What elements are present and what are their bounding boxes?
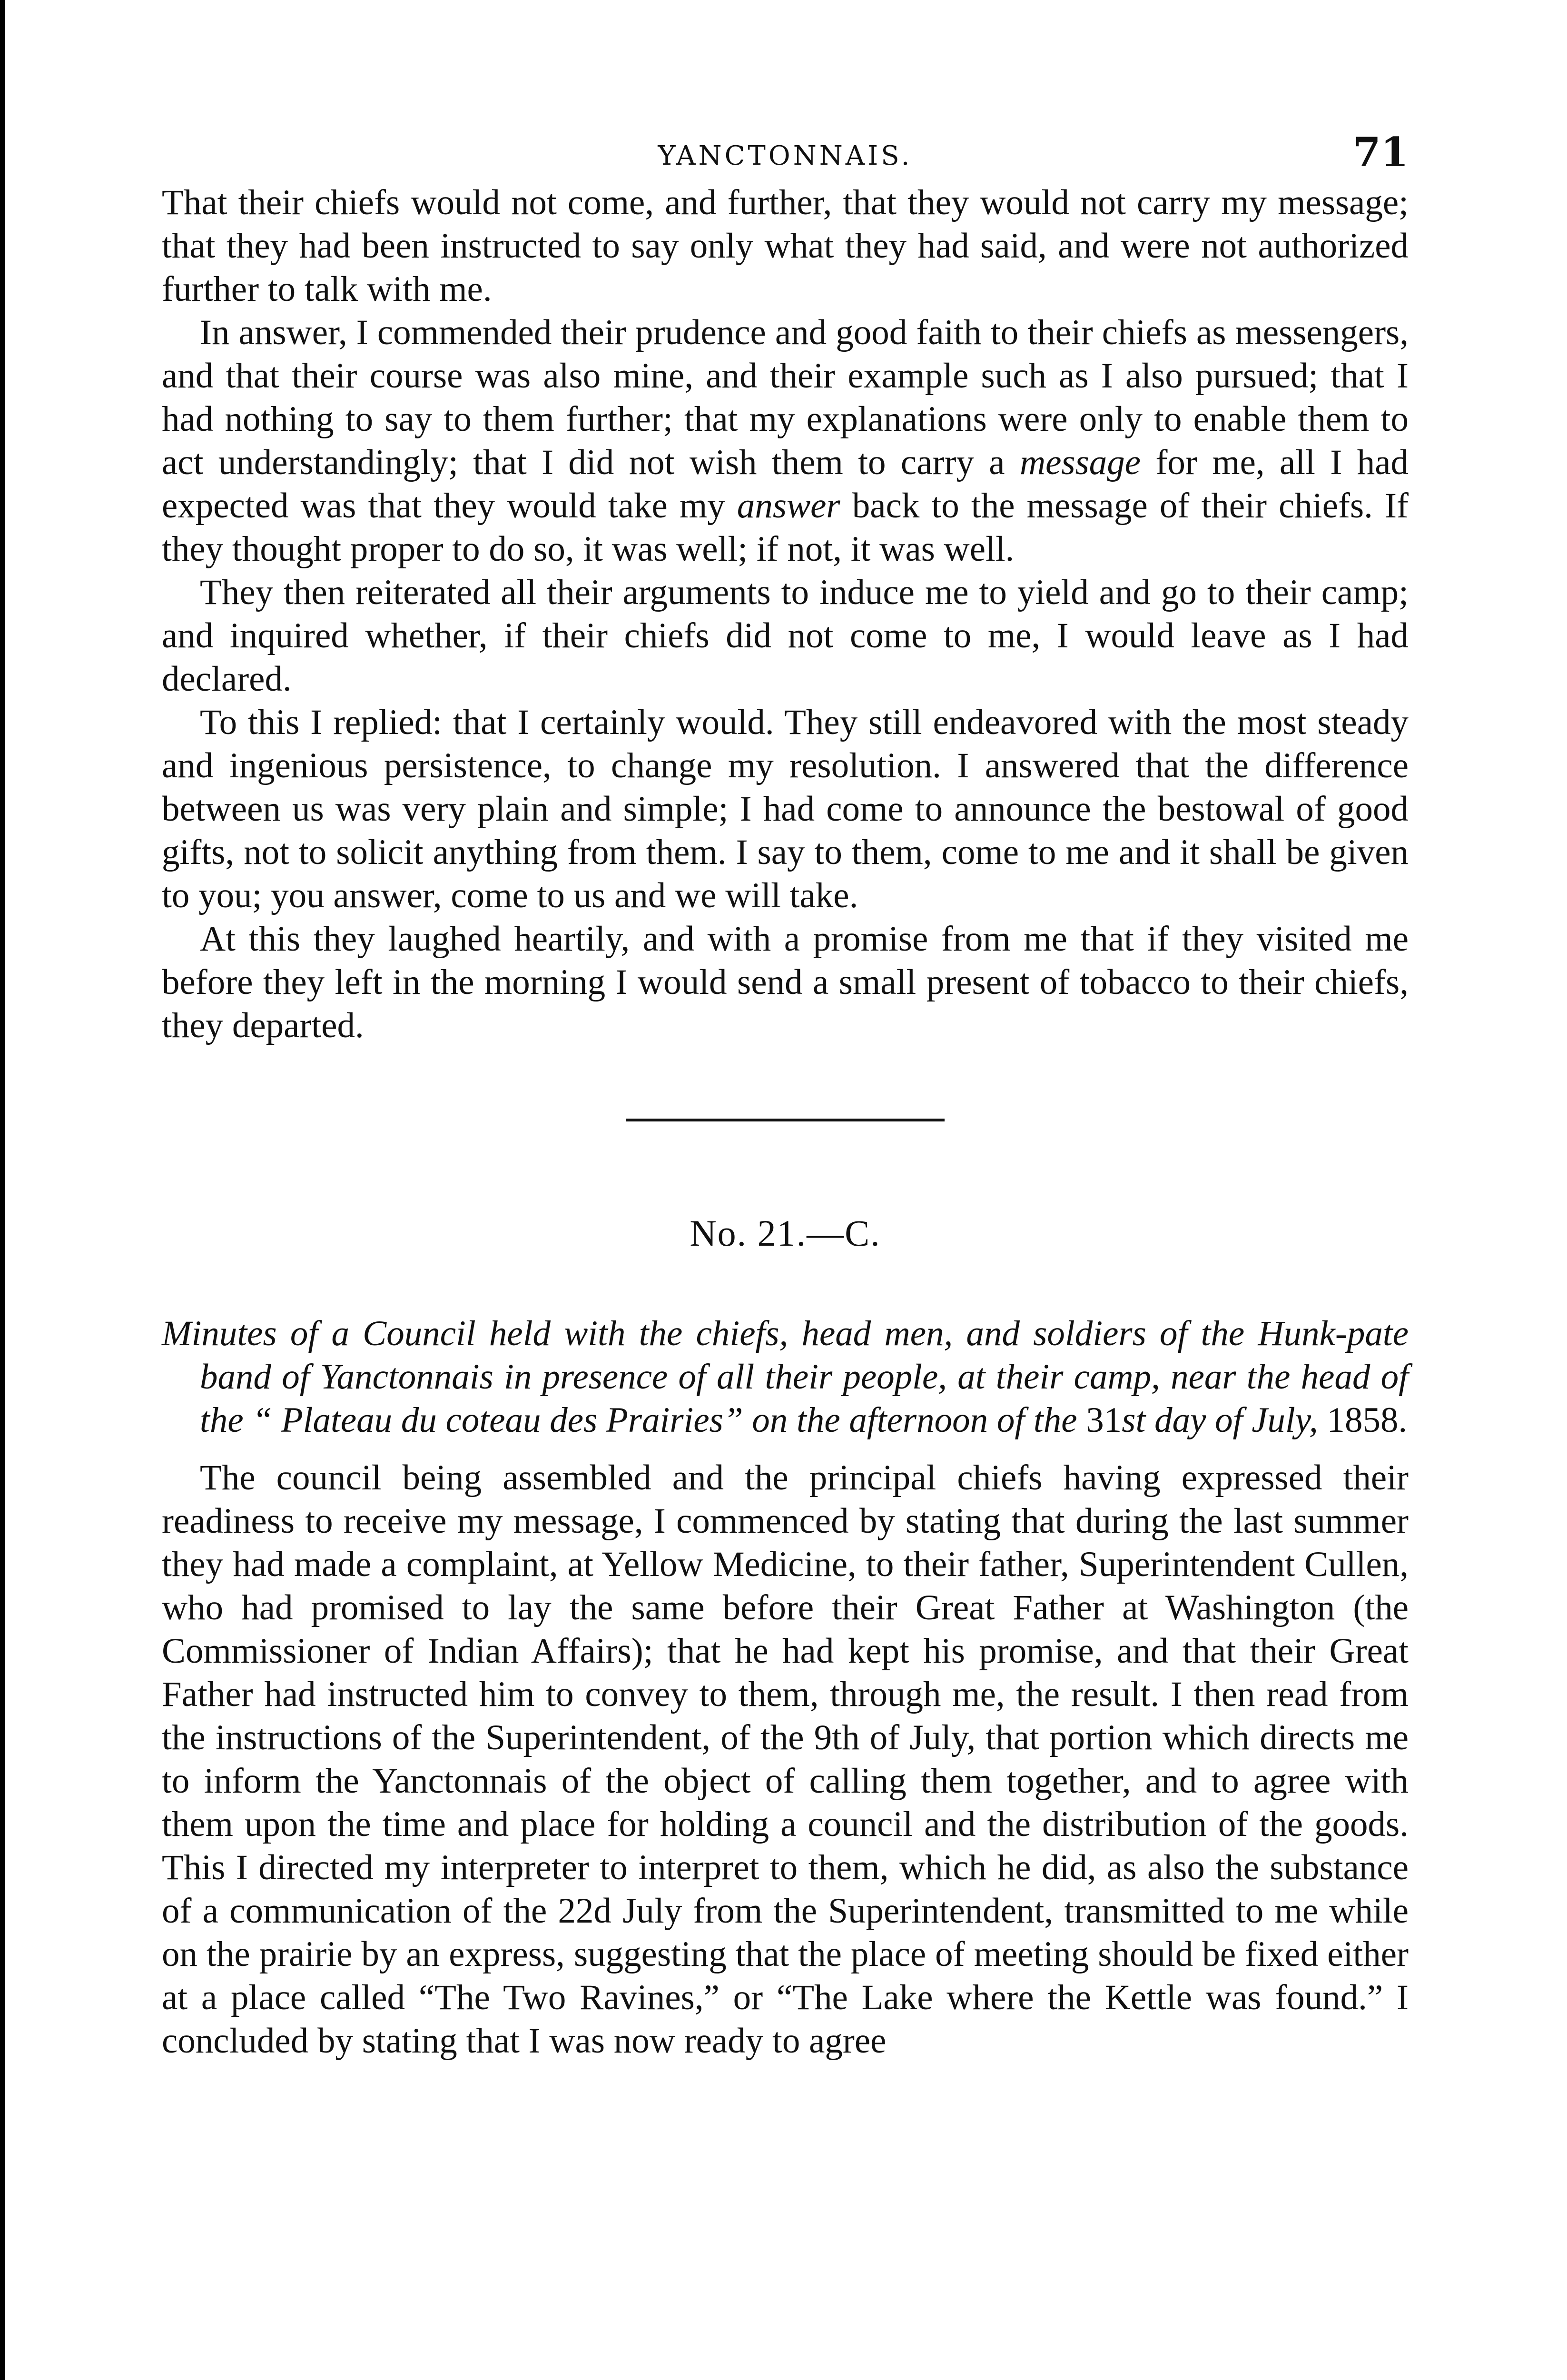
scan-border-left — [0, 0, 5, 2380]
paragraph-2-part-e: back to the message of their chiefs. If they thought proper to do so, it was well; if not, it was well. — [162, 486, 1409, 569]
paragraph-4: To this I replied: that I certainly would. They still endeavored with the most steady and ingenious persistence, to change my resolution. I answered that the difference between us was very plain and simple; I had come to announce the bestowal of good gifts, not to solicit anything from them. I say to them, come to me and it shall be given to you; you answer, come to us and we will take. — [162, 703, 1409, 915]
caption-part-a: Minutes of a Council held with the chiefs, head men, and soldiers of the Hunk-pate band of Yanctonnais in presence of all their people, at their camp, near the head of the “ Plateau du coteau des Prairies” on the afternoon of the — [162, 1314, 1409, 1440]
council-paragraph: The council being assembled and the principal chiefs having expressed their readiness to receive my message, I commenced by stating that during the last summer they had made a complaint, at Yellow Medicine, to their father, Superintendent Cullen, who had promised to lay the same before their Great Father at Washington (the Commissioner of Indian Affairs); that he had kept his promise, and that their Great Father had instructed him to convey to them, through me, the result. I then read from the instructions of the Superintendent, of the 9th of July, that portion which directs me to inform the Yanctonnais of the object of calling them together, and to agree with them upon the time and place for holding a council and the distribution of the goods. This I directed my interpreter to interpret to them, which he did, as also the substance of a communication of the 22d July from the Superintendent, transmitted to me while on the prairie by an express, suggesting that the place of meeting should be fixed either at a place called “The Two Ravines,” or “The Lake where the Kettle was found.” I concluded by stating that I was now ready to agree — [162, 1458, 1409, 2061]
paragraph-2-emphasis-message: message — [1019, 443, 1141, 482]
page-number: 71 — [1353, 129, 1409, 176]
paragraph-2-part-c: for me, all I had expected was that they would take my — [162, 443, 1409, 526]
paragraph-2-part-a: In answer, I commended their prudence and good faith to their chiefs as messengers, and that their course was also mine, and their example such as I also pursued; that I had nothing to say to them further; that my explanations were only to enable them to act understandingly; that I did not wish them to carry a — [162, 313, 1409, 482]
running-header — [162, 119, 1409, 181]
paragraph-2-emphasis-answer: answer — [737, 486, 840, 526]
paragraph-1: That their chiefs would not come, and further, that they would not carry my message; that they had been instructed to say only what they had said, and were not authorized further to talk with me. — [162, 183, 1409, 309]
section-1 — [162, 181, 1409, 1047]
paragraph-5: At this they laughed heartily, and with a promise from me that if they visited me before they left in the morning I would send a small present of tobacco to their chiefs, they departed. — [162, 919, 1409, 1045]
caption-year: 1858. — [1327, 1400, 1408, 1440]
section-2 — [162, 1456, 1409, 2063]
running-title: YANCTONNAIS. — [658, 140, 913, 171]
paragraph-3: They then reiterated all their arguments to induce me to yield and go to their camp; and inquired whether, if their chiefs did not come to me, I would leave as I had declared. — [162, 573, 1409, 699]
section-divider-rule — [626, 1119, 945, 1121]
document-caption — [162, 1312, 1409, 1442]
document-page — [162, 119, 1409, 2063]
caption-day-number: 31 — [1086, 1400, 1122, 1440]
paragraph-2 — [162, 311, 1409, 571]
caption-part-c: st day of July, — [1122, 1400, 1327, 1440]
document-number: No. 21.—C. — [690, 1212, 881, 1254]
